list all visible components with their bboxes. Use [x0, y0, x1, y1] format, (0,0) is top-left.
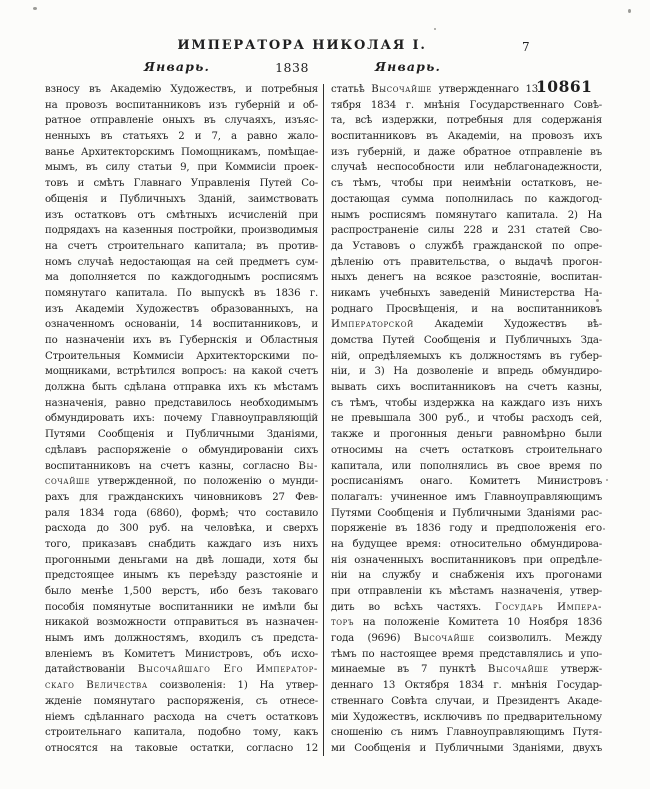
text-line: дѣленію отъ правительства, о выдачѣ прогон- — [331, 256, 602, 268]
text-line: на счетъ строительнаго капитала; въ против- — [45, 240, 318, 252]
text-line: по назначеніи ихъ въ Губернскія и Областныя — [45, 335, 318, 346]
text-line: случаѣ неспособности или неблагонадежности, — [331, 162, 602, 174]
text-line: помянутаго капитала. По выпускѣ въ 1836 г. — [45, 287, 318, 299]
text-line: съ тѣмъ, чтобы при неимѣніи остатковъ, не- — [331, 178, 602, 190]
spaced-caps-word: Величества — [86, 680, 148, 692]
text-line: сочайше утвержденной, по положенію о мунди- — [45, 476, 318, 488]
text-line: относятся на таковые остатки, согласно 12 — [45, 742, 318, 754]
scan-speck — [596, 299, 599, 302]
text-line: тября 1834 г. мнѣнія Государственнаго Совѣ- — [331, 99, 602, 111]
text-line: нымъ имъ должностямъ, входилъ съ предста- — [45, 633, 318, 645]
text-line: да Уставовъ о службѣ гражданской по опре- — [331, 240, 602, 252]
column-divider-rule — [323, 84, 324, 756]
year-label: 1838 — [275, 60, 309, 75]
text-line: того, приказавъ снабдить каждаго изъ нихъ — [45, 538, 318, 550]
text-column-left — [45, 82, 318, 758]
text-line: сдѣлавъ распоряженіе о обмундированіи сихъ — [45, 444, 318, 456]
spaced-caps-word: Государь — [495, 601, 544, 613]
text-line: Путями Сообщенія и Публичными Зданіями, — [45, 429, 318, 441]
spaced-caps-word: Вы- — [298, 460, 318, 472]
scan-speck — [606, 479, 608, 481]
column-header-month-left: Январь. — [143, 59, 211, 74]
text-line: расхода до 300 руб. на человѣка, и сверхъ — [45, 523, 318, 535]
text-line: торъ на положеніе Комитета 10 Ноября 1836 — [331, 617, 602, 629]
spaced-caps-word: сочайше — [45, 476, 91, 488]
text-line: капитала, или пополнялись въ свое время по — [331, 460, 602, 472]
text-line: Императорской Академіи Художествъ вѣ- — [331, 319, 602, 331]
text-line: міи Художествъ, исключивъ по предварительному — [331, 711, 602, 723]
text-line: та, всѣ издержки, потребныя для содержанія — [331, 115, 602, 127]
text-line: ванье Архитекторскимъ Помощникамъ, помѣщае- — [45, 146, 318, 158]
scan-speck — [434, 28, 436, 30]
text-line: ніи, и 3) На дозволеніе и впредь обмундиро- — [331, 366, 602, 378]
text-line: ніемъ сдѣланнаго расхода на счетъ остатковъ — [45, 711, 318, 723]
spaced-caps-word: торъ — [331, 617, 355, 629]
column-header-month-right: Январь. — [374, 59, 442, 74]
text-line: должна быть сдѣлана отправка ихъ къ мѣстамъ — [45, 382, 318, 394]
text-line: скаго Величества соизволенія: 1) На утвер- — [45, 680, 318, 692]
spaced-caps-word: Его — [223, 664, 244, 676]
text-line: ныхъ денегъ на всякое разстояніе, воспитан- — [331, 272, 602, 284]
text-line: рахъ для гражданскихъ чиновниковъ 27 Фев- — [45, 491, 318, 503]
spaced-caps-word: Высочайше — [413, 633, 475, 645]
text-line: сношенію съ нимъ Главноуправляющимъ Путя- — [331, 727, 602, 739]
text-line: достающая сумма пополнилась по каждогод- — [331, 193, 602, 205]
text-line: ми Сообщенія и Публичными Зданіями, двухъ — [331, 742, 602, 754]
spaced-caps-word: Импера- — [557, 601, 602, 613]
text-column-right — [331, 82, 602, 758]
text-line: не превышала 300 руб., и чтобы расходъ сей, — [331, 413, 602, 425]
text-line: означенномъ основаніи, 14 воспитанниковъ, и — [45, 319, 318, 331]
text-line: дить во всѣхъ частяхъ. Государь Импера- — [331, 601, 602, 613]
scan-speck — [628, 9, 631, 13]
text-line: общенія и Публичныхъ Зданій, заимствовать — [45, 193, 318, 205]
text-line: полагалъ: учиненное имъ Главноуправляющимъ — [331, 491, 602, 503]
spaced-caps-word: Высочайшаго — [137, 664, 211, 676]
text-line: назначенія, равно представилось необходимымъ — [45, 397, 318, 409]
text-line: товъ и смѣтъ Главнаго Управленія Путей Со- — [45, 178, 318, 190]
spaced-caps-word: Высочайше — [371, 84, 432, 95]
text-line: на будущее время: относительно обмундирова- — [331, 538, 602, 550]
text-line: нымъ росписямъ помянутаго капитала. 2) На — [331, 209, 602, 221]
text-line: Строительныя Коммисіи Архитекторскими по- — [45, 350, 318, 362]
text-line: ратное отправленіе оныхъ въ случаяхъ, изъяс- — [45, 115, 318, 127]
text-line: вывать сихъ воспитанниковъ на счетъ казны, — [331, 382, 602, 394]
running-title: ИМПЕРАТОРА НИКОЛАЯ I. — [177, 38, 427, 53]
text-line: никамъ учебныхъ заведеній Министерства На- — [331, 287, 602, 299]
page-number: 7 — [522, 40, 530, 54]
text-line: номъ случаѣ недостающая на сей предметъ сум- — [45, 256, 318, 268]
text-line: вленіемъ въ Комитетъ Министровъ, объ исхо- — [45, 648, 318, 660]
text-line: обмундировать ихъ: почему Главноуправляющій — [45, 413, 318, 425]
spaced-caps-word: Императорской — [331, 319, 414, 331]
text-line: пособія помянутые воспитанники не имѣли бы — [45, 601, 318, 613]
text-line: изъ губерній, и даже обратное отправленіе въ — [331, 146, 602, 158]
text-line: изъ Академіи Художествъ образованныхъ, на — [45, 303, 318, 315]
text-line: также и прогонныя деньги равномѣрно были — [331, 429, 602, 441]
text-line: распространеніе силы 228 и 231 статей Сво- — [331, 225, 602, 237]
text-line: взносу въ Академію Художествъ, и потребныя — [45, 84, 318, 95]
scan-speck — [603, 528, 605, 530]
text-line: относимы на счетъ остатковъ строительнаго — [331, 444, 602, 456]
text-line: поряженіе въ 1836 году и предположенія его — [331, 523, 602, 535]
text-line: мощниками, встрѣтился вопросъ: на какой счетъ — [45, 366, 318, 378]
text-line: никакой возможности отправиться въ назначен- — [45, 617, 318, 629]
text-line: было менѣе 1,500 верстъ, ибо безъ таковаго — [45, 586, 318, 597]
text-line: Путями Сообщенія и Публичными Зданіями рас- — [331, 507, 602, 519]
text-line: датайствованіи Высочайшаго Его Император- — [45, 664, 318, 676]
text-line: подрядахъ на казенныя постройки, производимыя — [45, 225, 318, 237]
text-line: прогонными деньгами на двѣ лошади, хотя бы — [45, 554, 318, 566]
spaced-caps-word: Высочайше — [487, 664, 549, 676]
text-line: съ тѣмъ, чтобы издержка на каждаго изъ нихъ — [331, 397, 602, 409]
text-line: минаемые въ 7 пунктѣ Высочайше утверж- — [331, 664, 602, 676]
text-line: ній, опредѣляемыхъ къ должностямъ въ губер- — [331, 350, 602, 362]
text-line: ственнаго Совѣта случаи, и Президентъ Акаде- — [331, 695, 602, 707]
text-line: на провозъ воспитанниковъ изъ губерній и об- — [45, 99, 318, 111]
text-line: ніи на службу и снабженія ихъ прогонами — [331, 570, 602, 582]
text-line: роднаго Просвѣщенія, и на воспитанниковъ — [331, 303, 602, 315]
text-line: при отправленіи къ мѣстамъ назначенія, утвер- — [331, 586, 602, 597]
text-line: воспитанниковъ на счетъ казны, согласно Вы- — [45, 460, 318, 472]
text-line: года (9696) Высочайше соизволилъ. Между — [331, 633, 602, 645]
text-line: ма дополняется по каждогоднымъ росписямъ — [45, 272, 318, 284]
text-line: нія означенныхъ воспитанниковъ при опредѣле- — [331, 554, 602, 566]
text-line: росписаніямъ онаго. Комитетъ Министровъ — [331, 476, 602, 488]
text-line: статьѣ Высочайше утвержденнаго 13 — [331, 84, 539, 95]
text-line: домства Путей Сообщенія и Публичныхъ Зда- — [331, 335, 602, 346]
text-line: ненныхъ въ статьяхъ 2 и 7, а равно жало- — [45, 131, 318, 143]
spaced-caps-word: скаго — [45, 680, 75, 692]
text-line: раля 1834 года (6860), формѣ; что составило — [45, 507, 318, 519]
text-line: жденіе помянутаго распоряженія, съ отнесе- — [45, 695, 318, 707]
text-line: предстоящее инымъ къ переѣзду разстояніе и — [45, 570, 318, 582]
scan-speck — [33, 7, 37, 10]
text-line: изъ остатковъ отъ смѣтныхъ исчисленій при — [45, 209, 318, 221]
text-line: деннаго 13 Октября 1834 г. мнѣнія Государ- — [331, 680, 602, 692]
spaced-caps-word: Император- — [256, 664, 318, 676]
act-number: 10861 — [536, 77, 593, 96]
text-line: строительнаго капитала, подобно тому, какъ — [45, 727, 318, 739]
text-line: мымъ, въ силу статьи 9, при Коммисіи проек- — [45, 162, 318, 174]
text-line: тѣмъ по настоящее время представлялись и упо- — [331, 648, 602, 660]
text-line: воспитанниковъ въ Академіи, на провозъ ихъ — [331, 131, 602, 143]
